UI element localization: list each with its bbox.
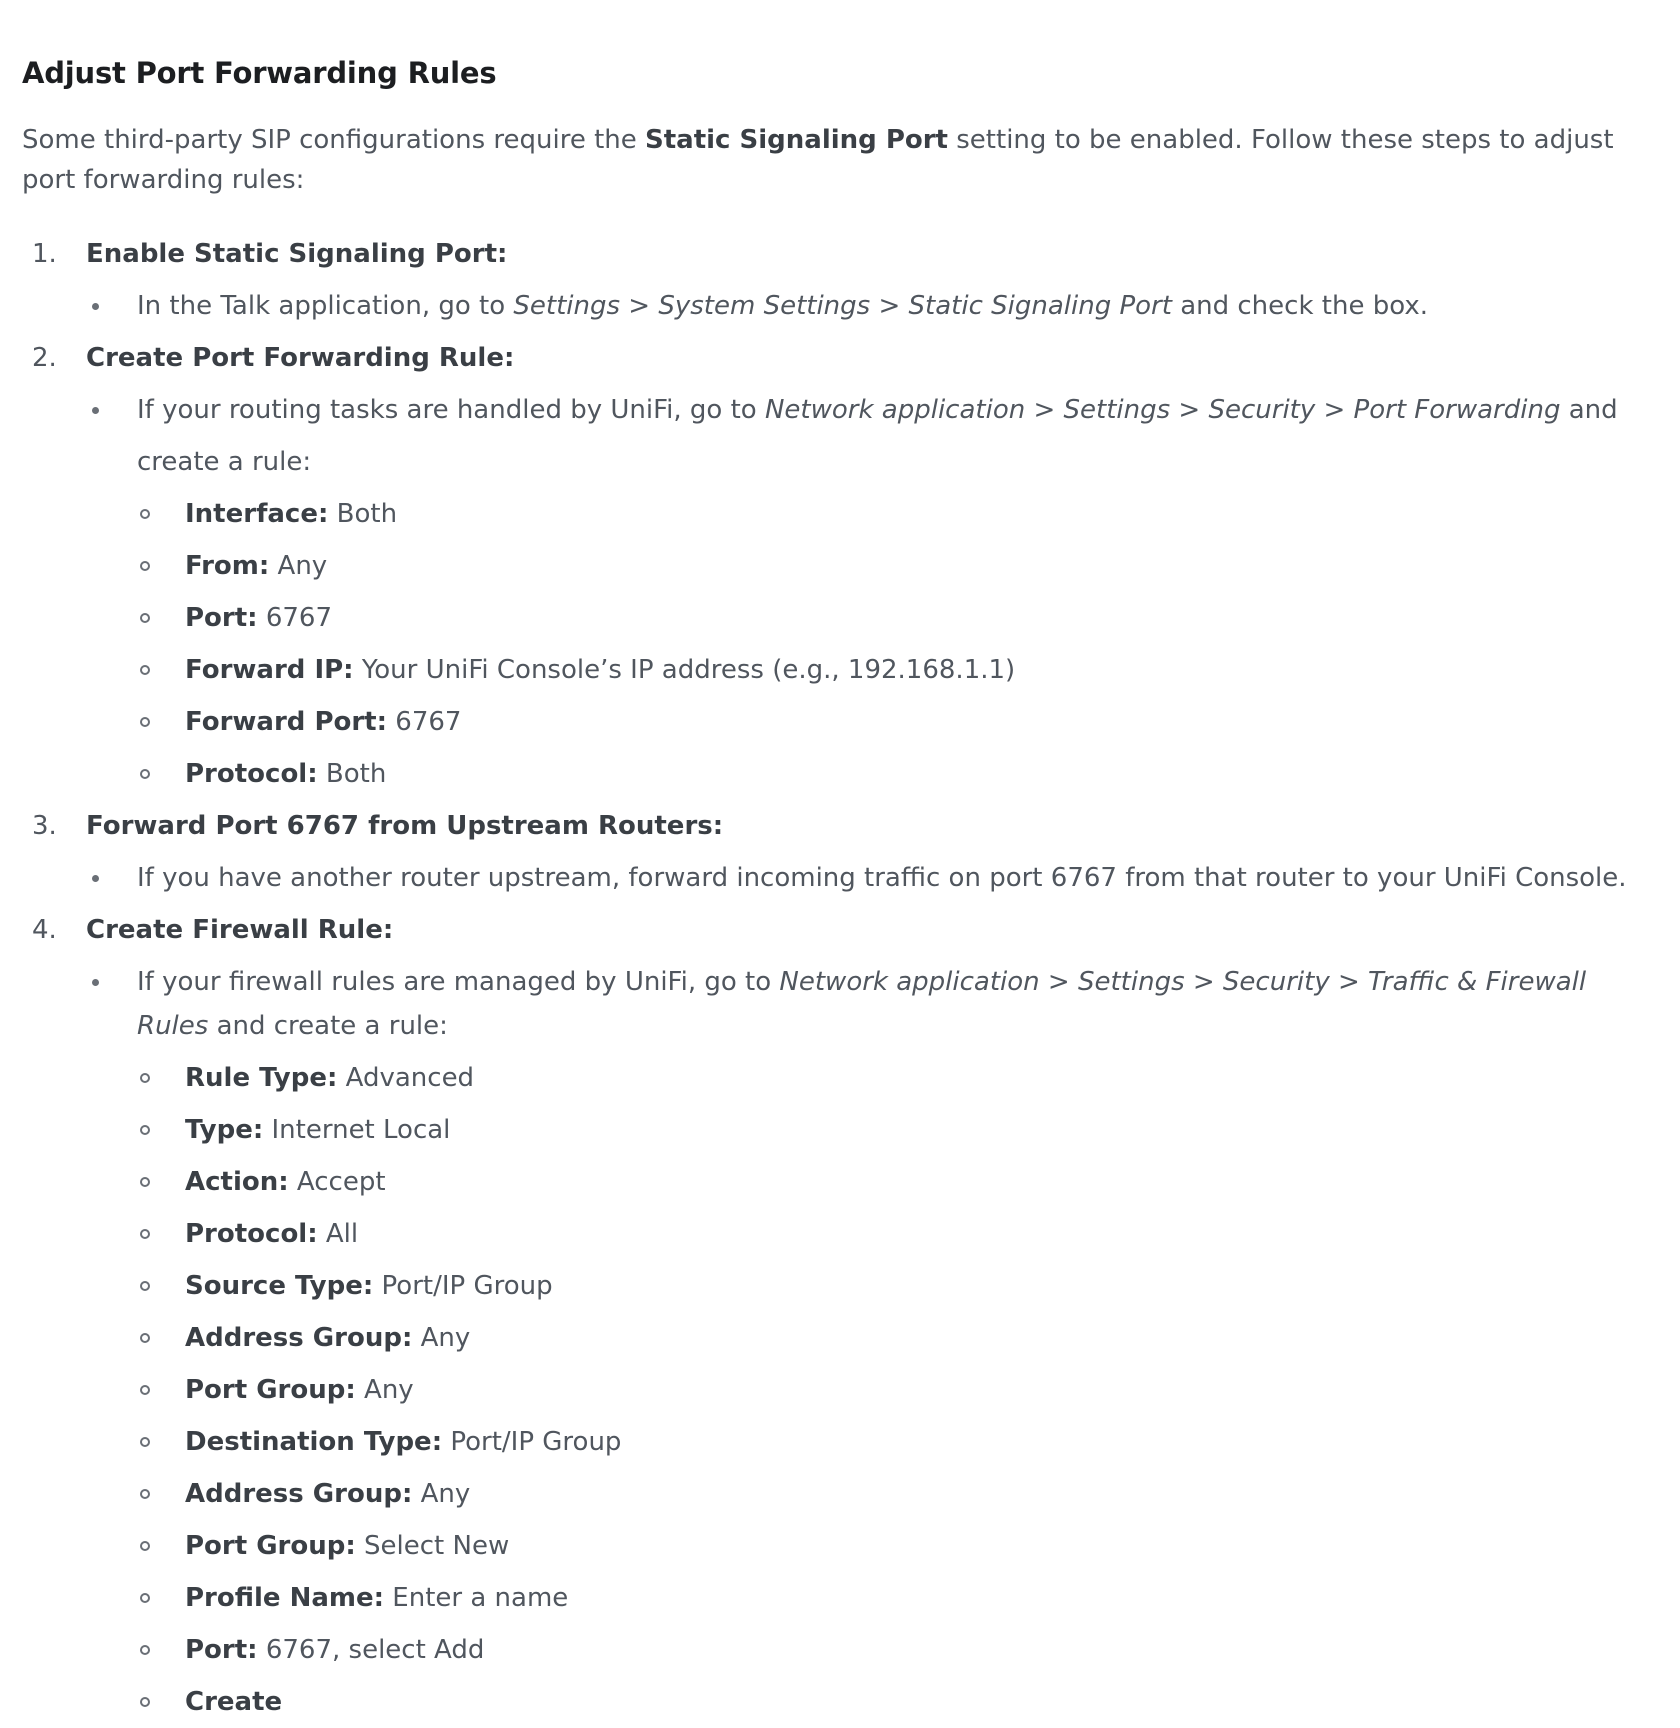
setting-label: Destination Type:: [185, 1427, 443, 1457]
setting-label: Port:: [185, 603, 258, 633]
sub-list-item: [86, 956, 1658, 1728]
rule-setting-item: [137, 488, 1658, 540]
rule-setting-item: [137, 592, 1658, 644]
setting-label: Port:: [185, 1635, 258, 1665]
setting-value: Both: [317, 759, 387, 789]
section-title: Adjust Port Forwarding Rules: [22, 56, 497, 90]
rule-setting-item: [137, 540, 1658, 592]
circle-bullet-icon: [140, 561, 150, 571]
setting-value: Any: [355, 1375, 414, 1405]
bullet-icon: [92, 407, 99, 414]
rule-setting-item: [137, 1572, 1658, 1624]
sub-list-item: [86, 852, 1658, 904]
setting-label: Profile Name:: [185, 1583, 385, 1613]
circle-bullet-icon: [140, 1177, 150, 1187]
step-item: [22, 332, 1658, 800]
setting-value: Any: [412, 1323, 471, 1353]
intro-text-end: setting to be enabled. Follow these steps to adjust port forwarding rules:: [22, 125, 1614, 195]
setting-label: Address Group:: [185, 1479, 413, 1509]
setting-value: All: [317, 1219, 359, 1249]
bullet-icon: [92, 979, 99, 986]
circle-bullet-icon: [140, 1437, 150, 1447]
rule-setting-item: [137, 1156, 1658, 1208]
step-number: 4.: [32, 915, 57, 945]
instruction-text-start: If your firewall rules are managed by UniFi, go to: [137, 967, 780, 997]
bullet-icon: [92, 303, 99, 310]
instruction-text-end: and check the box.: [1171, 291, 1428, 321]
rule-setting-item: [137, 1260, 1658, 1312]
circle-bullet-icon: [140, 1697, 150, 1707]
menu-path: Network application > Settings > Security > Traffic & Firewall Rules: [137, 967, 1587, 1041]
setting-label: From:: [185, 551, 270, 581]
intro-paragraph: [22, 120, 1658, 200]
instruction-text-start: If you have another router upstream, forward incoming traffic on port 6767 from that router to your UniFi Console.: [137, 863, 1627, 893]
rule-setting-item: [137, 1364, 1658, 1416]
rule-setting-item: [137, 1104, 1658, 1156]
step-sublist: [86, 384, 1658, 800]
rule-setting-item: [137, 1416, 1658, 1468]
setting-label: Forward Port:: [185, 707, 388, 737]
rule-setting-item: [137, 1312, 1658, 1364]
circle-bullet-icon: [140, 1541, 150, 1551]
intro-bold-setting: Static Signaling Port: [645, 125, 948, 155]
menu-path: Network application > Settings > Security > Port Forwarding: [764, 395, 1561, 425]
step-item: [22, 228, 1658, 332]
circle-bullet-icon: [140, 717, 150, 727]
circle-bullet-icon: [140, 1073, 150, 1083]
rule-setting-item: [137, 644, 1658, 696]
circle-bullet-icon: [140, 1645, 150, 1655]
step-number: 2.: [32, 343, 57, 373]
rule-setting-item: [137, 1624, 1658, 1676]
sub-list-item: [86, 280, 1658, 332]
setting-value: Select New: [355, 1531, 510, 1561]
setting-label: Rule Type:: [185, 1063, 338, 1093]
setting-label: Forward IP:: [185, 655, 354, 685]
circle-bullet-icon: [140, 613, 150, 623]
setting-label: Source Type:: [185, 1271, 374, 1301]
circle-bullet-icon: [140, 665, 150, 675]
setting-label: Port Group:: [185, 1531, 356, 1561]
circle-bullet-icon: [140, 509, 150, 519]
setting-label: Address Group:: [185, 1323, 413, 1353]
setting-value: 6767, select Add: [257, 1635, 485, 1665]
step-title: Create Port Forwarding Rule:: [86, 343, 515, 373]
circle-bullet-icon: [140, 1125, 150, 1135]
circle-bullet-icon: [140, 1385, 150, 1395]
setting-label: Protocol:: [185, 759, 318, 789]
steps-list: [22, 228, 1658, 1728]
setting-value: Any: [412, 1479, 471, 1509]
setting-label: Action:: [185, 1167, 289, 1197]
setting-value: Accept: [288, 1167, 386, 1197]
instruction-text: [137, 280, 1658, 332]
rule-setting-item: [137, 1468, 1658, 1520]
setting-value: Advanced: [337, 1063, 475, 1093]
rule-settings-list: [137, 488, 1658, 800]
rule-setting-item: [137, 1520, 1658, 1572]
setting-value: Internet Local: [263, 1115, 451, 1145]
instruction-text: [137, 852, 1658, 904]
rule-settings-list: [137, 1052, 1658, 1728]
setting-value: Your UniFi Console’s IP address (e.g., 192.168.1.1): [353, 655, 1016, 685]
rule-setting-item: [137, 696, 1658, 748]
step-item: [22, 800, 1658, 904]
setting-value: Any: [269, 551, 328, 581]
setting-value: Enter a name: [384, 1583, 569, 1613]
step-number: 3.: [32, 811, 57, 841]
setting-value: Both: [328, 499, 398, 529]
instruction-text: [137, 384, 1658, 488]
circle-bullet-icon: [140, 1281, 150, 1291]
sub-list-item: [86, 384, 1658, 800]
setting-label: Port Group:: [185, 1375, 356, 1405]
rule-setting-item: [137, 1676, 1658, 1728]
menu-path: Settings > System Settings > Static Signaling Port: [513, 291, 1172, 321]
setting-value: 6767: [387, 707, 462, 737]
step-title: Forward Port 6767 from Upstream Routers:: [86, 811, 724, 841]
circle-bullet-icon: [140, 1593, 150, 1603]
step-number: 1.: [32, 239, 57, 269]
circle-bullet-icon: [140, 1489, 150, 1499]
bullet-icon: [92, 875, 99, 882]
setting-label: Protocol:: [185, 1219, 318, 1249]
circle-bullet-icon: [140, 1333, 150, 1343]
rule-setting-item: [137, 1052, 1658, 1104]
step-sublist: [86, 280, 1658, 332]
step-item: [22, 904, 1658, 1728]
setting-label: Interface:: [185, 499, 329, 529]
setting-value: Port/IP Group: [373, 1271, 553, 1301]
rule-setting-item: [137, 1208, 1658, 1260]
setting-label: Type:: [185, 1115, 264, 1145]
circle-bullet-icon: [140, 769, 150, 779]
instruction-text-end: and create a rule:: [137, 395, 1618, 477]
step-sublist: [86, 852, 1658, 904]
step-title: Create Firewall Rule:: [86, 915, 394, 945]
instruction-text-start: In the Talk application, go to: [137, 291, 514, 321]
setting-value: Port/IP Group: [442, 1427, 622, 1457]
circle-bullet-icon: [140, 1229, 150, 1239]
rule-setting-item: [137, 748, 1658, 800]
step-title: Enable Static Signaling Port:: [86, 239, 508, 269]
intro-text-start: Some third-party SIP configurations require the: [22, 125, 646, 155]
instruction-text-start: If your routing tasks are handled by UniFi, go to: [137, 395, 765, 425]
instruction-text-end: and create a rule:: [208, 1011, 448, 1041]
setting-label: Create: [185, 1687, 283, 1717]
instruction-text: [137, 956, 1658, 1052]
step-sublist: [86, 956, 1658, 1728]
setting-value: 6767: [257, 603, 333, 633]
